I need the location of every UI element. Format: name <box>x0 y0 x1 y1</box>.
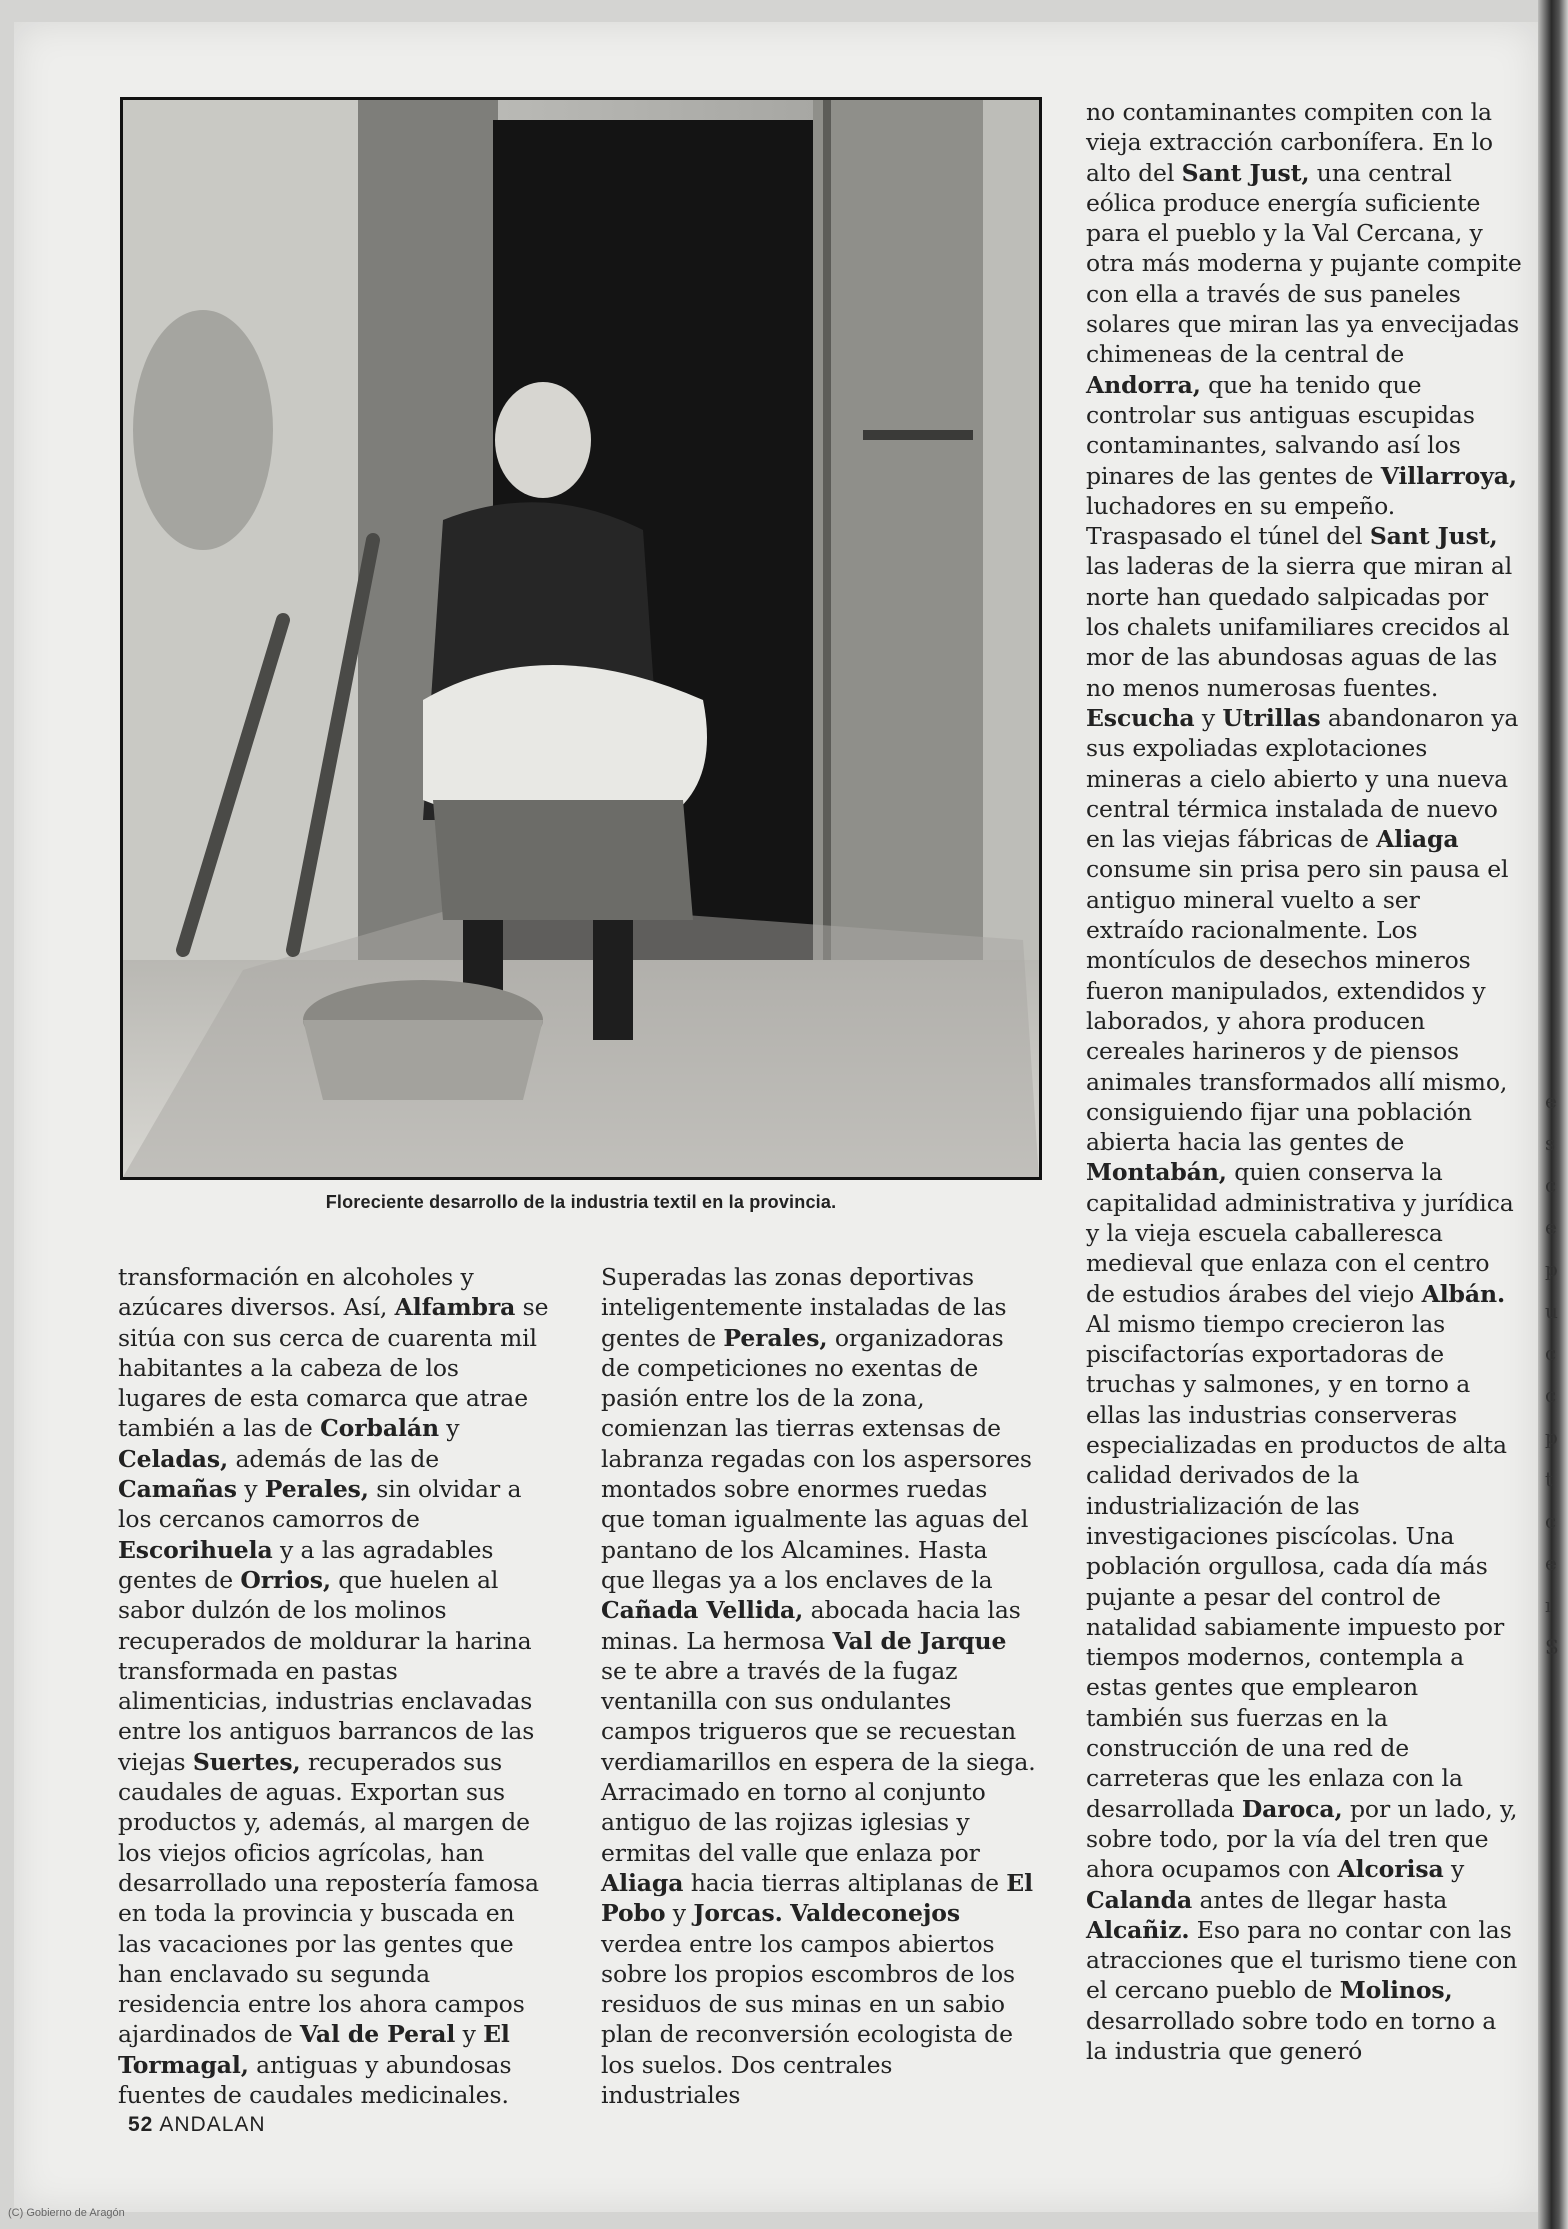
copyright-notice: (C) Gobierno de Aragón <box>8 2207 125 2219</box>
column-2-text: Superadas las zonas deportivas inteligentemente instaladas de las gentes de Perales, organizadoras de competiciones no exentas de pasión entre los de la zona, comienzan las tierras extensas de labranza regadas con los aspersores montados sobre enormes ruedas que toman igualmente las aguas del pantano de los Alcamines. Hasta que llegas ya a los enclaves de la Cañada Vellida, abocada hacia las minas. La hermosa Val de Jarque se te abre a través de la fugaz ventanilla con sus ondulantes campos trigueros que se recuestan verdiamarillos en espera de la siega. Arracimado en torno al conjunto antiguo de las rojizas iglesias y ermitas del valle que enlaza por Aliaga hacia tierras altiplanas de El Pobo y Jorcas. Valdeconejos verdea entre los campos abiertos sobre los propios escombros de los residuos de sus minas en un sabio plan de reconversión ecologista de los suelos. Dos centrales industriales <box>601 1263 1036 2110</box>
adjacent-page-edge-text: e s c e p u c c p t c e ı S <box>1545 1089 1559 1659</box>
basket <box>303 980 543 1100</box>
text-column-3 <box>1086 97 1522 2066</box>
page-footer <box>128 2113 266 2137</box>
column-1-text: transformación en alcoholes y azúcares diversos. Así, Alfambra se sitúa con sus cerca de cuarenta mil habitantes a la cabeza de los lugares de esta comarca que atrae también a las de Corbalán y Celadas, además de las de Camañas y Perales, sin olvidar a los cercanos camorros de Escorihuela y a las agradables gentes de Orrios, que huelen al sabor dulzón de los molinos recuperados de moldurar la harina transformada en pastas alimenticias, industrias enclavadas entre los antiguos barrancos de las viejas Suertes, recuperados sus caudales de aguas. Exportan sus productos y, además, al margen de los viejos oficios agrícolas, han desarrollado una repostería famosa en toda la provincia y buscada en las vacaciones por las gentes que han enclavado su segunda residencia entre los ahora campos ajardinados de Val de Peral y El Tormagal, antiguas y abundosas fuentes de caudales medicinales. <box>118 1263 549 2110</box>
photo-caption: Floreciente desarrollo de la industria textil en la provincia. <box>325 1192 837 1212</box>
text-column-2 <box>601 1262 1037 2110</box>
article-photo <box>120 97 1042 1180</box>
text-column-1 <box>118 1262 554 2110</box>
magazine-name: ANDALAN <box>159 2113 266 2136</box>
photo-illustration <box>123 100 1039 1177</box>
page-number: 52 <box>128 2113 154 2136</box>
column-3-text: no contaminantes compiten con la vieja extracción carbonífera. En lo alto del Sant Just, una central eólica produce energía suficiente para el pueblo y la Val Cercana, y otra más moderna y pujante compite con ella a través de sus paneles solares que miran las ya envecijadas chimeneas de la central de Andorra, que ha tenido que controlar sus antiguas escupidas contaminantes, salvando así los pinares de las gentes de Villarroya, luchadores en su empeño. Traspasado el túnel del Sant Just, las laderas de la sierra que miran al norte han quedado salpicadas por los chalets unifamiliares crecidos al mor de las abundosas aguas de las no menos numerosas fuentes. Escucha y Utrillas abandonaron ya sus expoliadas explotaciones mineras a cielo abierto y una nueva central térmica instalada de nuevo en las viejas fábricas de Aliaga consume sin prisa pero sin pausa el antiguo mineral vuelto a ser extraído racionalmente. Los montículos de desechos mineros fueron manipulados, extendidos y laborados, y ahora producen cereales harineros y de piensos animales transformados allí mismo, consiguiendo fijar una población abierta hacia las gentes de Montabán, quien conserva la capitalidad administrativa y jurídica y la vieja escuela caballeresca medieval que enlaza con el centro de estudios árabes del viejo Albán. Al mismo tiempo crecieron las piscifactorías exportadoras de truchas y salmones, y en torno a ellas las industrias conserveras especializadas en productos de alta calidad derivados de la industrialización de las investigaciones piscícolas. Una población orgullosa, cada día más pujante a pesar del control de natalidad sabiamente impuesto por tiempos modernos, contempla a estas gentes que emplearon también sus fuerzas en la construcción de una red de carreteras que les enlaza con la desarrollada Daroca, por un lado, y, sobre todo, por la vía del tren que ahora ocupamos con Alcorisa y Calanda antes de llegar hasta Alcañiz. Eso para no contar con las atracciones que el turismo tiene con el cercano pueblo de Molinos, desarrollado sobre todo en torno a la industria que generó <box>1086 98 1522 2065</box>
